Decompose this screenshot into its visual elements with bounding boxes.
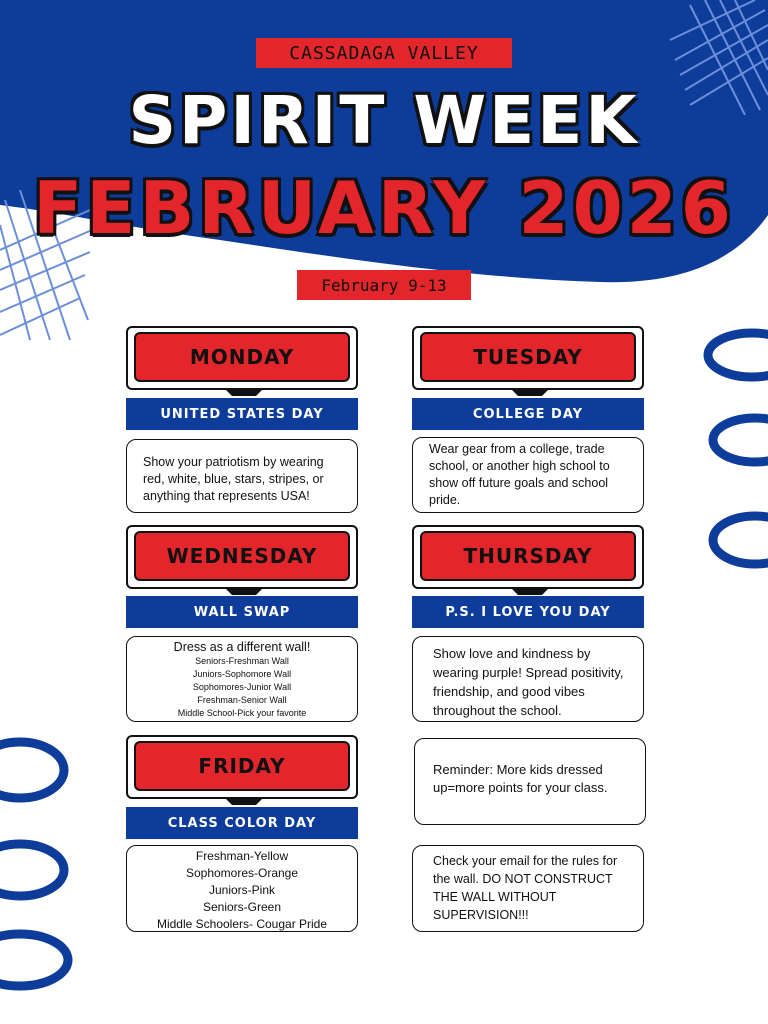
friday-label-box [126,735,358,799]
reminder-card [414,738,646,825]
wall-swap-item: Seniors-Freshman Wall [195,656,289,666]
class-color-item: Freshman-Yellow [195,849,289,863]
thursday-label-box [412,525,644,589]
wall-swap-item: Middle School-Pick your favorite [177,708,307,718]
monday-description-card [126,439,358,513]
tuesday-heading: TUESDAY [420,332,636,382]
tuesday-description-card [412,437,644,513]
monday-description: Show your patriotism by wearing red, white, blue, stars, stripes, or anything that represents USA! [143,455,324,503]
thursday-heading: THURSDAY [420,531,636,581]
reminder-text: Reminder: More kids dressed up=more points for your class. [433,762,608,795]
wall-swap-item: Juniors-Sophomore Wall [192,669,292,679]
class-color-item: Middle Schoolers- Cougar Pride [156,917,328,931]
school-name-tag: CASSADAGA VALLEY [256,38,512,68]
date-range-tag: February 9-13 [297,270,471,300]
wall-swap-list [135,655,349,720]
class-color-item: Sophomores-Orange [185,866,299,880]
monday-label-box [126,326,358,390]
thursday-description: Show love and kindness by wearing purple! Spread positivity, friendship, and good vibes throughout the school. [433,646,624,718]
wednesday-label-box [126,525,358,589]
squiggle-decoration-bottom-left [0,720,80,1000]
wednesday-description-card [126,636,358,722]
monday-heading: MONDAY [134,332,350,382]
friday-theme: CLASS COLOR DAY [126,807,358,839]
rules-text: Check your email for the rules for the wall. DO NOT CONSTRUCT THE WALL WITHOUT SUPERVISION!!! [433,854,618,922]
thursday-theme: P.S. I LOVE YOU DAY [412,596,644,628]
title-month-year: FEBRUARY 2026 [33,166,735,250]
wall-swap-item: Freshman-Senior Wall [197,695,287,705]
tuesday-description: Wear gear from a college, trade school, or another high school to show off future goals and school pride. [429,442,610,507]
wednesday-heading: WEDNESDAY [134,531,350,581]
friday-description-card [126,845,358,932]
class-color-item: Seniors-Green [202,900,282,914]
monday-theme: UNITED STATES DAY [126,398,358,430]
wednesday-intro: Dress as a different wall! [173,640,311,654]
title-spirit-week: SPIRIT WEEK [128,82,640,159]
wednesday-theme: WALL SWAP [126,596,358,628]
wall-swap-item: Sophomores-Junior Wall [192,682,292,692]
thursday-description-card [412,636,644,722]
rules-card [412,845,644,932]
class-color-item: Juniors-Pink [208,883,276,897]
tuesday-theme: COLLEGE DAY [412,398,644,430]
friday-heading: FRIDAY [134,741,350,791]
squiggle-decoration-right [700,315,768,595]
tuesday-label-box [412,326,644,390]
